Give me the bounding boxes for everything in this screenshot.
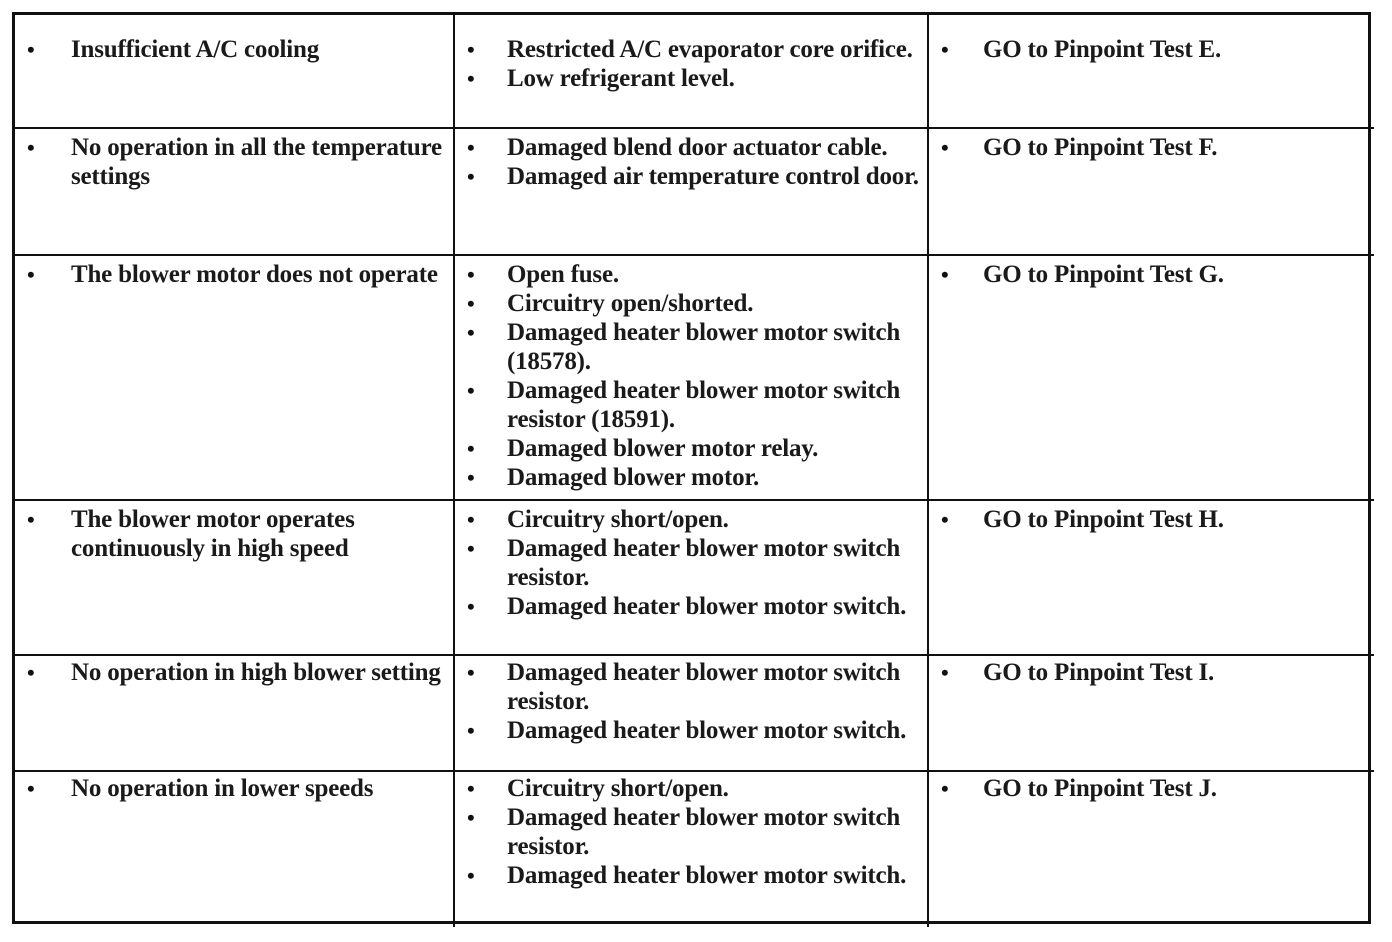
- cause-item: • Restricted A/C evaporator core orifice.: [467, 35, 919, 64]
- action-cell: [928, 128, 1374, 255]
- table-row: [15, 128, 1374, 255]
- cause-item: • Low refrigerant level.: [467, 64, 919, 93]
- table-row: [15, 771, 1374, 927]
- cause-item: • Damaged heater blower motor switch resistor (18591).: [467, 376, 919, 434]
- cause-cell: [454, 771, 928, 927]
- condition-cell: [15, 15, 454, 128]
- condition-text: • No operation in lower speeds: [27, 774, 445, 803]
- table-row: [15, 655, 1374, 771]
- symptom-diagnosis-table: [15, 15, 1374, 927]
- condition-cell: [15, 655, 454, 771]
- condition-text: • No operation in all the temperature settings: [27, 133, 445, 191]
- cause-item: • Damaged heater blower motor switch resistor.: [467, 803, 919, 861]
- action-text: • GO to Pinpoint Test F.: [941, 133, 1366, 162]
- condition-text: • Insufficient A/C cooling: [27, 35, 445, 64]
- table-row: [15, 255, 1374, 500]
- cause-item: • Damaged heater blower motor switch (18578).: [467, 318, 919, 376]
- action-cell: [928, 15, 1374, 128]
- cause-item: • Damaged blower motor relay.: [467, 434, 919, 463]
- condition-text: • The blower motor does not operate: [27, 260, 445, 289]
- action-cell: [928, 500, 1374, 655]
- cause-item: • Damaged heater blower motor switch.: [467, 861, 919, 890]
- cause-item: • Damaged heater blower motor switch.: [467, 592, 919, 621]
- cause-item: • Damaged heater blower motor switch resistor.: [467, 534, 919, 592]
- condition-text: • The blower motor operates continuously in high speed: [27, 505, 445, 563]
- cause-cell: [454, 500, 928, 655]
- table-row: [15, 500, 1374, 655]
- cause-item: • Damaged air temperature control door.: [467, 162, 919, 191]
- action-cell: [928, 655, 1374, 771]
- condition-cell: [15, 771, 454, 927]
- action-cell: [928, 255, 1374, 500]
- action-cell: [928, 771, 1374, 927]
- condition-cell: [15, 128, 454, 255]
- action-text: • GO to Pinpoint Test G.: [941, 260, 1366, 289]
- cause-item: • Circuitry open/shorted.: [467, 289, 919, 318]
- cause-item: • Damaged blend door actuator cable.: [467, 133, 919, 162]
- cause-cell: [454, 655, 928, 771]
- condition-text: • No operation in high blower setting: [27, 658, 445, 687]
- table-row: [15, 15, 1374, 128]
- action-text: • GO to Pinpoint Test H.: [941, 505, 1366, 534]
- action-text: • GO to Pinpoint Test I.: [941, 658, 1366, 687]
- cause-item: • Damaged blower motor.: [467, 463, 919, 492]
- condition-cell: [15, 500, 454, 655]
- cause-cell: [454, 15, 928, 128]
- cause-item: • Damaged heater blower motor switch.: [467, 716, 919, 745]
- cause-item: • Circuitry short/open.: [467, 774, 919, 803]
- cause-item: • Open fuse.: [467, 260, 919, 289]
- condition-cell: [15, 255, 454, 500]
- cause-item: • Circuitry short/open.: [467, 505, 919, 534]
- action-text: • GO to Pinpoint Test E.: [941, 35, 1366, 64]
- diagnosis-table-frame: [12, 12, 1371, 924]
- cause-cell: [454, 255, 928, 500]
- cause-item: • Damaged heater blower motor switch resistor.: [467, 658, 919, 716]
- action-text: • GO to Pinpoint Test J.: [941, 774, 1366, 803]
- cause-cell: [454, 128, 928, 255]
